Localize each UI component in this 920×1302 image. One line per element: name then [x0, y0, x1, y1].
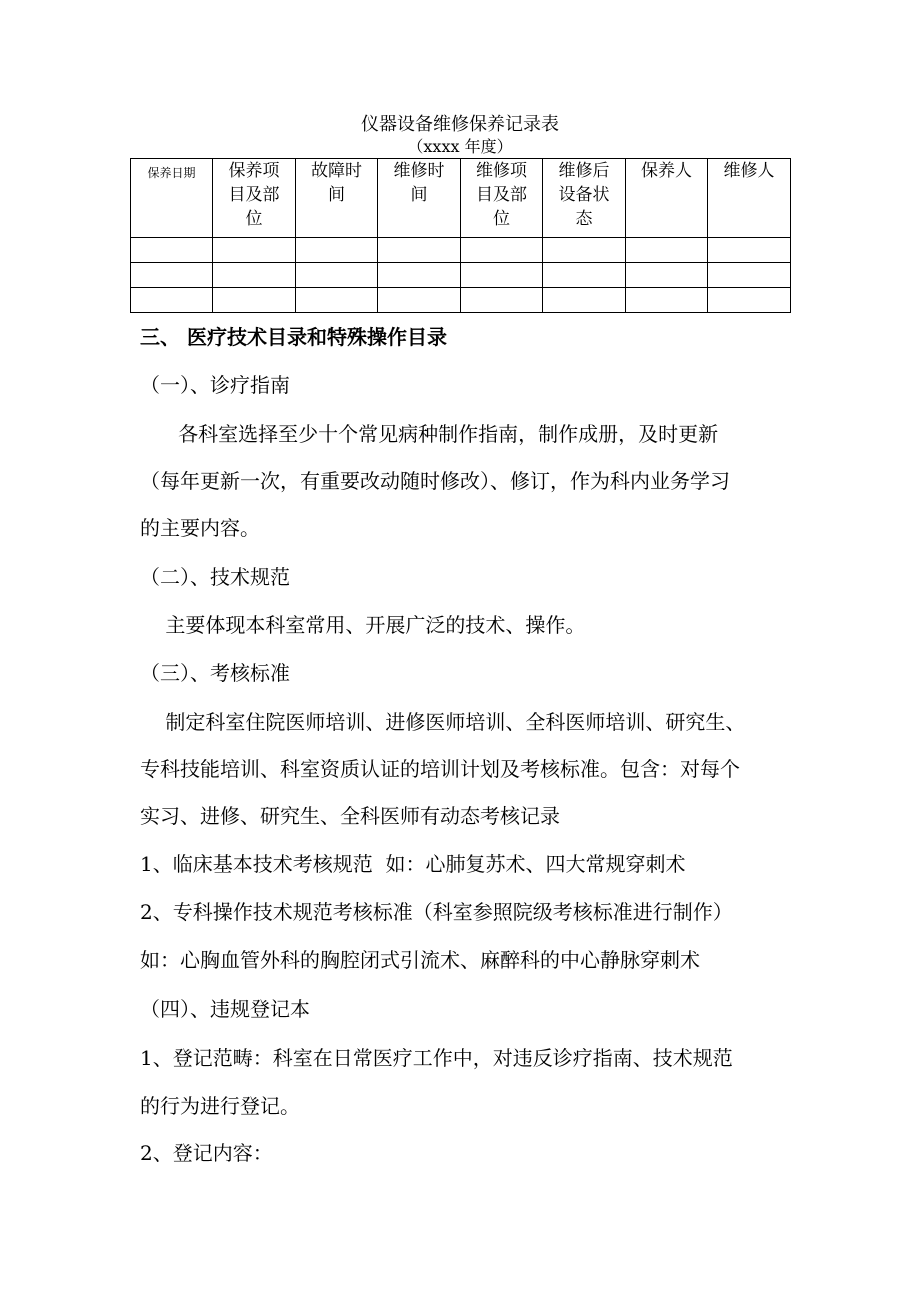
table-cell[interactable]: [296, 238, 378, 263]
table-cell[interactable]: [461, 238, 543, 263]
paragraph-line: 主要体现本科室常用、开展广泛的技术、操作。: [140, 613, 586, 637]
table-cell[interactable]: [626, 263, 708, 288]
paragraph-line: 如：心胸血管外科的胸腔闭式引流术、麻醉科的中心静脉穿刺术: [140, 948, 700, 972]
table-cell[interactable]: [131, 238, 213, 263]
table-cell[interactable]: [543, 263, 626, 288]
table-cell[interactable]: [213, 238, 296, 263]
subheading-violation-register: （四）、违规登记本: [140, 997, 310, 1021]
header-repairer: 维修人: [708, 159, 791, 238]
header-repair-time: 维修时间: [378, 159, 461, 238]
list-item: 1、登记范畴：科室在日常医疗工作中，对违反诊疗指南、技术规范: [140, 1046, 733, 1070]
subheading-diagnosis-guide: （一）、诊疗指南: [140, 373, 290, 397]
table-cell[interactable]: [626, 238, 708, 263]
table-subtitle: （xxxx 年度）: [407, 137, 513, 156]
table-cell[interactable]: [378, 263, 461, 288]
paragraph-line: （每年更新一次，有重要改动随时修改）、修订，作为科内业务学习: [140, 469, 730, 493]
table-cell[interactable]: [213, 288, 296, 313]
table-header-row: [131, 159, 791, 238]
header-fault-time: 故障时间: [296, 159, 378, 238]
table-cell[interactable]: [461, 288, 543, 313]
list-item: 2、专科操作技术规范考核标准（科室参照院级考核标准进行制作）: [140, 900, 733, 924]
table-title: 仪器设备维修保养记录表: [361, 114, 559, 135]
table-cell[interactable]: [708, 238, 791, 263]
subheading-technical-spec: （二）、技术规范: [140, 565, 290, 589]
paragraph-line: 各科室选择至少十个常见病种制作指南，制作成册，及时更新: [140, 422, 719, 446]
paragraph-line: 实习、进修、研究生、全科医师有动态考核记录: [140, 804, 560, 828]
maintenance-record-table: [130, 158, 791, 313]
header-maintenance-date: 保养日期: [131, 159, 213, 238]
table-row: [131, 238, 791, 263]
header-maintainer: 保养人: [626, 159, 708, 238]
header-post-repair-status: 维修后设备状态: [543, 159, 626, 238]
paragraph-line: 制定科室住院医师培训、进修医师培训、全科医师培训、研究生、: [140, 710, 746, 734]
table-cell[interactable]: [708, 288, 791, 313]
list-item: 1、临床基本技术考核规范 如：心肺复苏术、四大常规穿刺术: [140, 852, 686, 876]
paragraph-line: 的主要内容。: [140, 516, 260, 540]
table-cell[interactable]: [131, 263, 213, 288]
table-cell[interactable]: [543, 238, 626, 263]
table-cell[interactable]: [296, 263, 378, 288]
table-cell[interactable]: [378, 238, 461, 263]
paragraph-line: 专科技能培训、科室资质认证的培训计划及考核标准。包含：对每个: [140, 757, 740, 781]
table-cell[interactable]: [131, 288, 213, 313]
table-cell[interactable]: [378, 288, 461, 313]
table-cell[interactable]: [213, 263, 296, 288]
header-maintenance-item: 保养项目及部位: [213, 159, 296, 238]
list-item: 2、登记内容：: [140, 1141, 273, 1165]
table-row: [131, 288, 791, 313]
table-cell[interactable]: [461, 263, 543, 288]
paragraph-line: 的行为进行登记。: [140, 1094, 300, 1118]
table-cell[interactable]: [708, 263, 791, 288]
table-cell[interactable]: [626, 288, 708, 313]
table-row: [131, 263, 791, 288]
table-cell[interactable]: [543, 288, 626, 313]
header-repair-item: 维修项目及部位: [461, 159, 543, 238]
section-heading: 三、 医疗技术目录和特殊操作目录: [140, 325, 447, 349]
subheading-assessment-standard: （三）、考核标准: [140, 661, 290, 685]
table-cell[interactable]: [296, 288, 378, 313]
